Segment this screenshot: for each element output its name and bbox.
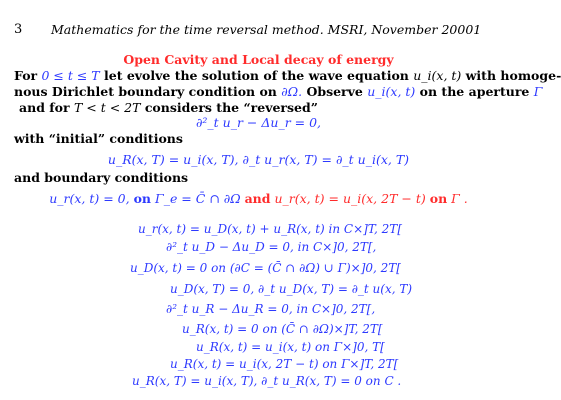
page-number: 3 <box>14 22 23 37</box>
section-title: Open Cavity and Local decay of energy <box>123 52 394 67</box>
boundary-math: Γ_e = C̄ ∩ ∂Ω <box>155 191 241 206</box>
inline-math: Γ <box>533 84 543 99</box>
boundary-math: u_r(x, t) = u_i(x, 2T − t) <box>274 191 426 206</box>
system-equation: u_D(x, T) = 0, ∂_t u_D(x, T) = ∂_t u(x, T) <box>170 282 413 296</box>
intro-text: and for <box>19 100 70 115</box>
running-head: Mathematics for the time reversal method. MSRI, November 20001 <box>51 22 482 37</box>
boundary-text: on <box>133 191 152 206</box>
system-equation: u_R(x, T) = u_i(x, T), ∂_t u_R(x, T) = 0 on C . <box>132 374 402 388</box>
inline-math: ∂Ω. <box>281 84 303 99</box>
inline-math: u_i(x, t) <box>367 84 416 99</box>
system-equation: ∂²_t u_D − Δu_D = 0, in C×]0, 2T[, <box>166 240 377 254</box>
system-equation: u_R(x, t) = 0 on (C̄ ∩ ∂Ω)×]T, 2T[ <box>182 322 383 336</box>
system-equation: u_D(x, t) = 0 on (∂C = (C̄ ∩ ∂Ω) ∪ Γ)×]0, 2T[ <box>130 261 401 275</box>
intro-line-3 <box>19 100 318 115</box>
boundary-text: on <box>429 191 448 206</box>
inline-math: u_i(x, t) <box>413 68 462 83</box>
boundary-math: Γ . <box>451 191 468 206</box>
intro-text: with homoge- <box>465 68 561 83</box>
intro-text: nous Dirichlet boundary condition on <box>14 84 277 99</box>
intro-text: For <box>14 68 38 83</box>
system-equation: u_R(x, t) = u_i(x, t) on Γ×]0, T[ <box>196 340 385 354</box>
intro-text: on the aperture <box>419 84 530 99</box>
system-equation: u_r(x, t) = u_D(x, t) + u_R(x, t) in C×]T, 2T[ <box>138 222 402 236</box>
intro-line-2 <box>14 84 542 99</box>
intro-text: considers the “reversed” <box>144 100 318 115</box>
boundary-conditions-equation <box>0 191 517 206</box>
initial-conditions-equation: u_R(x, T) = u_i(x, T), ∂_t u_r(x, T) = ∂_t u_i(x, T) <box>107 152 410 167</box>
boundary-text: and <box>244 191 271 206</box>
system-equation: ∂²_t u_R − Δu_R = 0, in C×]0, 2T[, <box>166 302 376 316</box>
initial-conditions-label: with “initial” conditions <box>14 131 183 146</box>
inline-math: T < t < 2T <box>73 100 141 115</box>
system-equation: u_R(x, t) = u_i(x, 2T − t) on Γ×]T, 2T[ <box>170 357 399 371</box>
intro-text: let evolve the solution of the wave equation <box>104 68 409 83</box>
intro-text: Observe <box>306 84 363 99</box>
page-header <box>14 22 503 38</box>
boundary-math: u_r(x, t) = 0, <box>49 191 130 206</box>
inline-math: 0 ≤ t ≤ T <box>41 68 100 83</box>
boundary-conditions-label: and boundary conditions <box>14 170 189 185</box>
wave-equation: ∂²_t u_r − Δu_r = 0, <box>195 115 322 130</box>
intro-line-1 <box>14 68 561 83</box>
